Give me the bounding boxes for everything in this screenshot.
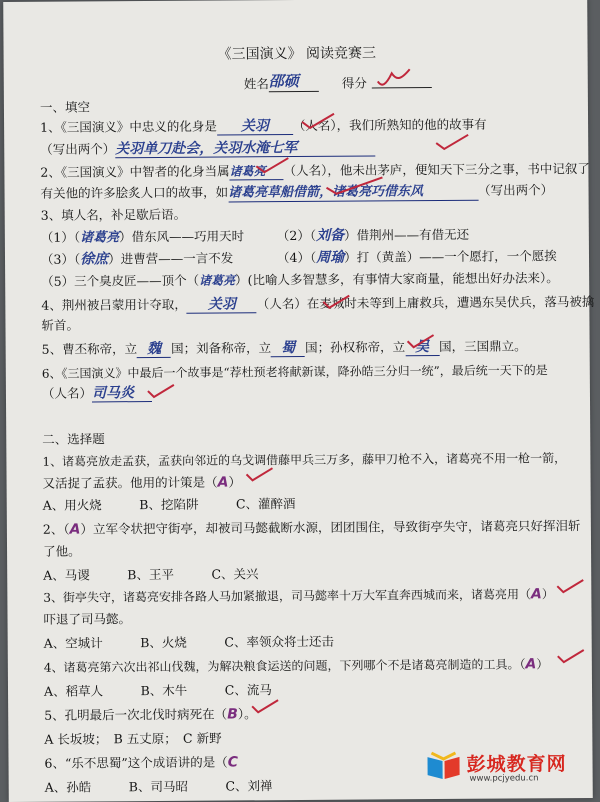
mc5-part-a: 5、孔明最后一次北伐时病死在（ — [44, 706, 228, 723]
mc3-answer: A — [530, 586, 542, 603]
q3-r2b-pre: （4）（ — [276, 249, 317, 266]
exam-title: 《三国演义》 阅读竞赛三 — [217, 45, 377, 63]
name-label: 姓名 — [243, 76, 269, 92]
mc3-part-c: ） — [541, 587, 554, 602]
q3-row2 — [41, 250, 233, 267]
q3-r2b-answer: 周瑜 — [316, 249, 345, 266]
mc2-line1 — [43, 518, 581, 538]
mc6-options: A、孙皓 B、司马昭 C、刘禅 — [44, 778, 273, 795]
q5-answer3: 吴 — [415, 339, 430, 356]
score-scribble — [374, 63, 414, 89]
q3-row1 — [41, 228, 244, 246]
section1-heading: 一、填空 — [39, 99, 91, 115]
mc6-part-a: 6、“乐不思蜀”这个成语讲的是（ — [44, 754, 228, 771]
q5-part-a: 5、曹丕称帝，立 — [41, 341, 138, 357]
q4-text — [41, 294, 594, 315]
watermark-text: 彭城教育网 — [466, 752, 567, 776]
exam-sheet — [3, 0, 593, 802]
check-mark-icon — [250, 698, 280, 716]
mc6-line1 — [44, 754, 238, 771]
q3-r2b-post: ）打（黄盖）——一个愿打，一个愿挨 — [344, 248, 557, 265]
q3-r1a-pre: （1）（ — [40, 229, 81, 245]
mc3-part-a: 3、街亭失守，诸葛亮安排各路人马加紧撤退，司马懿率十万大军直奔西城而来，诸葛亮用（ — [43, 587, 532, 605]
q6-part-b: （人名） — [41, 385, 93, 401]
mc1-answer: A — [217, 474, 229, 491]
mc3-line1 — [43, 586, 554, 606]
watermark — [425, 749, 567, 784]
mc1-options: A、用火烧 B、挖陷阱 C、灌醉酒 — [42, 496, 296, 513]
q2-text — [40, 161, 590, 182]
q3-row2b — [277, 248, 557, 266]
q5-text — [42, 338, 527, 358]
mc2-options: A、马谡 B、王平 C、关兴 — [43, 566, 259, 583]
q3-r3-answer: 诸葛亮 — [199, 273, 236, 288]
mc2-line2: 了他。 — [42, 543, 81, 559]
q6-line1: 6、《三国演义》中最后一个故事是“荐杜预老将献新谋，降孙皓三分归一统”，最后统一天下的是 — [41, 363, 548, 381]
q3-row1b — [277, 227, 469, 244]
q3-row3 — [41, 270, 559, 290]
q6-answer: 司马炎 — [91, 385, 135, 402]
check-mark-icon — [324, 175, 384, 197]
q1-part-a: 1、《三国演义》中忠义的化身是 — [40, 118, 217, 135]
q2-part-c: 有关他的许多脍炙人口的故事，如 — [40, 184, 229, 201]
q3-r2a-answer: 徐庶 — [80, 251, 109, 268]
q5-answer1: 魏 — [147, 340, 162, 358]
mc5-line1 — [44, 706, 257, 723]
mc4-answer: A — [525, 656, 537, 673]
q3-intro: 3、填人名，补足歇后语。 — [40, 206, 187, 223]
check-mark-icon — [556, 648, 586, 666]
q3-r1b-pre: （2）（ — [276, 227, 317, 244]
check-mark-icon — [555, 578, 585, 596]
q1-answer2: 关羽单刀赴会，关羽水淹七军 — [115, 139, 298, 158]
q3-r2a-pre: （3）（ — [40, 251, 81, 267]
mc6-answer: C — [227, 754, 239, 771]
q3-r3-post: ）(比喻人多智慧多，有事情大家商量，能想出好办法来）。 — [235, 270, 559, 288]
check-mark-icon — [406, 333, 436, 351]
check-mark-icon — [244, 466, 274, 484]
q2-part-a: 2、《三国演义》中智者的化身当属 — [40, 163, 230, 180]
q1-part-c: （写出两个） — [40, 141, 116, 157]
mc1-part-c: ） — [228, 474, 241, 490]
q4-answer: 关羽 — [207, 296, 236, 313]
check-mark-icon — [254, 156, 290, 176]
mc5-part-c: ）。 — [237, 706, 257, 722]
score-label: 得分 — [341, 75, 367, 91]
mc3-line2: 吓退了司马懿。 — [43, 611, 132, 627]
q2-line2 — [40, 182, 553, 204]
mc5-options: A 长坂坡； B 五丈原； C 新野 — [44, 730, 222, 747]
q4-part-b: （人名）在麦城时未等到上庸救兵，遭遇东吴伏兵，落马被擒 — [256, 293, 595, 312]
q5-part-b: 国；刘备称帝，立 — [171, 340, 272, 356]
check-mark-icon — [321, 294, 351, 312]
q3-r1b-post: ）借荆州——有借无还 — [344, 226, 470, 243]
watermark-url: www.pcjyedu.cn — [469, 772, 539, 784]
q5-part-c: 国；孙权称帝，立 — [305, 339, 406, 355]
section2-heading: 二、选择题 — [42, 431, 105, 447]
mc1-line2 — [43, 474, 241, 491]
q2-answer2: 诸葛亮草船借箭，诸葛亮巧借东风 — [228, 184, 424, 201]
mc5-answer: B — [227, 706, 238, 723]
q5-part-d: 国，三国鼎立。 — [439, 338, 527, 355]
student-name: 邵硕 — [269, 70, 319, 92]
q3-r1b-answer: 刘备 — [316, 227, 345, 244]
mc2-part-a: ）立军令状把守街亭，却被司马懿截断水源，团团围住，导致街亭失守，诸葛亮只好挥泪斩 — [80, 518, 581, 537]
q1-line2 — [40, 139, 375, 158]
mc4-part-a: 4、诸葛亮第六次出祁山伐魏，为解决粮食运送的问题，下列哪个不是诸葛亮制造的工具。（ — [43, 657, 526, 675]
q1-text — [40, 117, 487, 137]
q4-line2: 斩首。 — [41, 317, 80, 333]
q3-r3-pre: （5）三个臭皮匠——顶个（ — [41, 272, 200, 289]
q5-answer2: 蜀 — [281, 340, 296, 357]
q1-part-b: （人名），我们所熟知的他的故事有 — [292, 116, 487, 134]
q2-answer1: 诸葛亮 — [229, 164, 266, 179]
mc2-answer: A — [69, 521, 81, 538]
mc4-options: A、稻草人 B、木牛 C、流马 — [43, 682, 272, 699]
book-logo-icon — [425, 751, 461, 781]
q1-answer1: 关羽 — [240, 118, 269, 135]
q2-part-b: （人名），他未出茅庐，便知天下三分之事，书中记叙了 — [283, 160, 590, 179]
q3-r2a-post: ）进曹营——一言不发 — [108, 250, 234, 267]
q3-r1a-answer: 诸葛亮 — [80, 230, 120, 246]
mc4-part-c: ） — [536, 657, 549, 672]
check-mark-icon — [434, 133, 470, 153]
q6-line2 — [42, 385, 152, 403]
q2-part-d: （写出两个） — [478, 182, 554, 198]
mc4-line1 — [44, 656, 549, 676]
q4-part-a: 4、荆州被吕蒙用计夺取， — [41, 296, 187, 313]
mc3-options: A、空城计 B、火烧 C、率领众将士还击 — [43, 633, 335, 651]
check-mark-icon — [146, 383, 176, 401]
mc1-part-b: 又活捉了孟获。他用的计策是（ — [42, 474, 218, 491]
mc1-line1: 1、诸葛亮放走孟获，孟获向邻近的乌戈调借藤甲兵三万多，藤甲刀枪不入，诸葛亮不用一枪一箭， — [42, 451, 567, 469]
check-mark-icon — [300, 112, 336, 132]
mc2-pre: 2、（ — [42, 521, 70, 537]
q3-r1a-post: ）借东风——巧用天时 — [119, 228, 245, 245]
